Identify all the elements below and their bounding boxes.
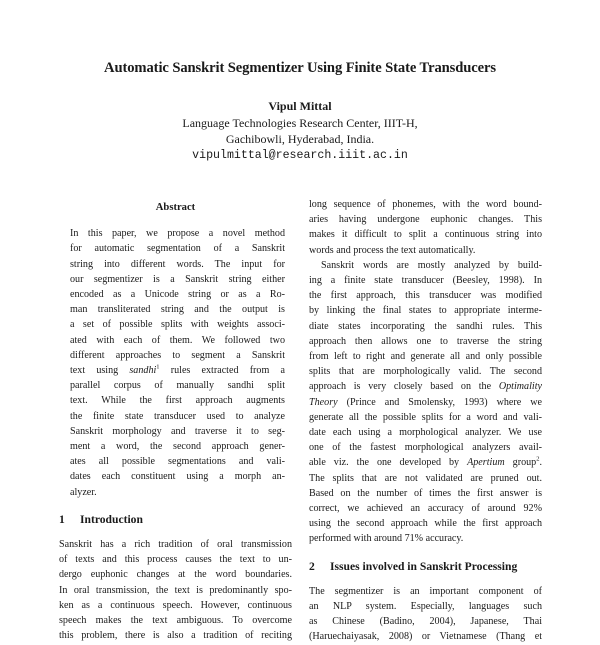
abstract-line: ment a word, the second approach gener- <box>70 441 285 453</box>
abstract-line: dates each constituent using a morph an- <box>70 471 285 483</box>
body-line: aries having undergone euphonic changes. This <box>309 214 542 226</box>
section-title: Issues involved in Sanskrit Processing <box>330 559 518 573</box>
body-line: one of the fastest morphological analyzers avail- <box>309 442 542 454</box>
section-2-body <box>309 584 542 645</box>
intro-line: In oral transmission, the text is predominantly spo- <box>59 584 292 596</box>
body-line: long sequence of phonemes, with the word bound- <box>309 199 542 210</box>
abstract-line: text. While the first approach augments <box>70 395 285 407</box>
theory-term: Theory <box>309 396 338 408</box>
body-line: makes it difficult to split a continuous string into <box>309 229 542 241</box>
optimality-term: Optimality <box>498 381 542 393</box>
abstract-line: string into different words. The input for <box>70 258 285 270</box>
intro-line: Sanskrit has a rich tradition of oral transmission <box>59 539 292 551</box>
abstract-line: Sanskrit morphology and traverse it to seg- <box>70 425 285 437</box>
abstract-text: text using <box>70 365 130 377</box>
right-column <box>309 197 542 645</box>
body-line: date each using a morphological analyzer. We use <box>309 427 542 439</box>
body-line: The splits that are not validated are pruned out. <box>309 472 542 484</box>
body-line: approach then allows one to traverse the string <box>309 335 542 347</box>
intro-line: dergo euphonic changes at the word boundaries. <box>59 569 292 581</box>
section-number: 2 <box>309 559 315 573</box>
left-column <box>59 200 292 643</box>
body-line: ing a finite state transducer (Beesley, 1998). In <box>309 275 542 287</box>
body-line: the first approach, this transducer was modified <box>309 290 542 302</box>
section-number: 1 <box>59 512 65 526</box>
body-text: approach is very closely based on the <box>309 381 499 393</box>
abstract-heading: Abstract <box>155 202 196 213</box>
abstract-line: the finite state transducer used to analyze <box>70 410 285 422</box>
body-text: able viz. the one developed by <box>309 457 468 469</box>
body-line: (Haruechaiyasak, 2008) or Vietnamese (Thang et <box>309 631 542 643</box>
section-title: Introduction <box>80 512 143 526</box>
intro-line: speech makes the text ambiguous. To overcome <box>59 615 292 627</box>
body-text: . <box>539 457 542 469</box>
section-1-heading <box>59 512 292 527</box>
intro-continued-paragraph <box>309 197 542 258</box>
author-email: vipulmittal@research.iiit.ac.in <box>192 148 408 162</box>
abstract-line: In this paper, we propose a novel method <box>70 228 285 240</box>
author-name: Vipul Mittal <box>268 99 332 113</box>
body-text: group <box>504 457 537 469</box>
body-line: words and process the text automatically. <box>309 244 476 256</box>
footnote-marker-1[interactable]: 1 <box>156 363 160 371</box>
citation-prince-smolensky: (Prince and Smolensky, 1993) where we <box>337 396 542 408</box>
footnote-marker-2[interactable]: 2 <box>536 456 540 464</box>
body-line-apertium <box>309 455 542 470</box>
body-line: from left to right and generate all and only possible <box>309 351 542 363</box>
abstract-line: for automatic segmentation of a Sanskrit <box>70 243 285 255</box>
paper-title: Automatic Sanskrit Segmentizer Using Finite State Transducers <box>104 60 496 76</box>
author-affiliation-line2: Gachibowli, Hyderabad, India. <box>225 132 375 146</box>
body-line: using the second approach while the first approach <box>309 518 542 530</box>
abstract-line: ated with each of them. We followed two <box>70 334 285 346</box>
body-line: an NLP system. Especially, languages such <box>309 601 542 613</box>
body-line: diate states incorporating the sandhi rules. This <box>309 320 542 332</box>
abstract-line: man transliterated string and the output is <box>70 304 285 316</box>
abstract-line: alyzer. <box>70 486 97 498</box>
intro-line: this problem, there is also a tradition of reciting <box>59 630 292 642</box>
abstract-text: rules extracted from a <box>159 365 285 377</box>
body-line: correct, we achieved an accuracy of around 92% <box>309 503 542 515</box>
approach-paragraph <box>309 258 542 547</box>
abstract-body <box>70 226 285 500</box>
body-line: splits that are morphologically valid. The second <box>309 366 542 378</box>
body-line: Sanskrit words are mostly analyzed by build- <box>321 259 542 271</box>
author-block <box>0 98 600 164</box>
section-2-heading <box>309 559 542 574</box>
body-line: as Chinese (Badino, 2004), Japanese, Thai <box>309 616 542 628</box>
intro-line: ken as a continuous speech. However, continuous <box>59 599 292 611</box>
abstract-line: parallel corpus of manually sandhi split <box>70 380 285 392</box>
sandhi-term: sandhi <box>129 365 157 377</box>
abstract-line: encoded as a Unicode string or as a Ro- <box>70 289 285 301</box>
abstract-line: different approaches to segment a Sanskrit <box>70 349 285 361</box>
body-line: by linking the final states to appropriate interme- <box>309 305 542 317</box>
body-line-theory <box>309 395 542 410</box>
body-line: performed with around 71% accuracy. <box>309 533 464 545</box>
abstract-line: a set of possible splits with weights associ- <box>70 319 285 331</box>
apertium-term: Apertium <box>467 457 505 469</box>
author-affiliation-line1: Language Technologies Research Center, IIIT-H, <box>182 115 418 130</box>
abstract-line-sandhi <box>70 363 285 378</box>
introduction-body <box>59 537 292 643</box>
body-line: generate all the possible splits for a word and vali- <box>309 411 542 423</box>
body-line: The segmentizer is an important component of <box>309 585 542 597</box>
abstract-line: our segmentizer is a Sanskrit string either <box>70 273 285 285</box>
body-line-optimality <box>309 379 542 394</box>
intro-line: of texts and this process causes the text to un- <box>59 554 292 566</box>
body-line: Based on the number of times the first answer is <box>309 487 542 499</box>
abstract-line: ates all possible segmentations and vali- <box>70 456 285 468</box>
